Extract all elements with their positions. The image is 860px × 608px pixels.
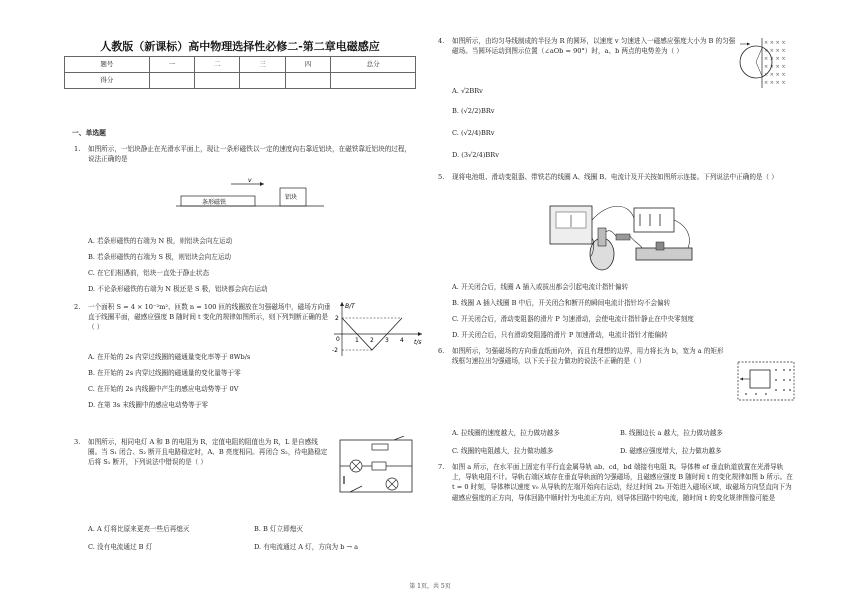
q3-option-b: B. B 灯立即熄灭: [254, 525, 303, 533]
q2-option-d: D. 在第 3s 末线圈中的感应电动势等于零: [88, 401, 208, 409]
radius-oa: [756, 48, 762, 62]
question-text: 如图所示，一铝块静止在光滑水平面上，现让一条形磁铁以一定的速度向右靠近铝块，在磁铁靠近铝块的过程，说法正确的是: [88, 145, 412, 164]
q3-option-c: C. 没有电流通过 B 灯: [88, 543, 153, 551]
score-cell: 总分: [331, 57, 416, 73]
score-table: [64, 56, 416, 89]
svg-text:× × × ×: × × × ×: [764, 80, 786, 86]
tick-label: 3: [385, 337, 389, 344]
question-7: [438, 462, 796, 503]
tick-label: 2: [335, 315, 339, 322]
q4-option-c: C. (√2/4)BRv: [452, 129, 495, 137]
wire: [606, 231, 616, 236]
question-text: 如图所示，相同电灯 A 和 B 的电阻为 R，定值电阻的阻值也为 R，L 是自感线圈。当 S₁ 闭合、S₂ 断开且电路稳定时，A、B 亮度相同。再闭合 S₂，待电路稳定后将 S₁ 断开，下列说法中错误的是（ ）: [88, 438, 328, 467]
question-text: 如图所示，由均匀导线制成的半径为 R 的圆环，以速度 v 匀速进入一磁感应强度大小为 B 的匀强磁场。当圆环运动到图示位置（∠aOb = 90°）时，a、b 两点的电势差为（ ）: [452, 37, 736, 56]
score-cell: 一: [149, 57, 194, 73]
x-axis-label: t/s: [414, 339, 422, 346]
q1-option-c: C. 在它们相遇前，铝块一直处于静止状态: [88, 269, 210, 277]
coil-a: [598, 228, 606, 246]
velocity-label: v: [248, 178, 252, 184]
q2-option-b: B. 在开始的 2s 内穿过线圈的磁通量的变化量等于零: [88, 369, 241, 377]
question-5: [438, 172, 796, 182]
q6-option-d: D. 磁感应强度增大，拉力做功越多: [620, 447, 722, 455]
score-table-score-row: [65, 73, 416, 89]
question-number: 7.: [438, 463, 445, 471]
y-axis-label: B/T: [345, 303, 355, 310]
score-cell: 二: [195, 57, 240, 73]
q1-option-b: B. 若条形磁铁的右端为 S 极，则铝块会向左运动: [88, 253, 232, 261]
velocity-arrowhead: [260, 182, 264, 186]
resistor-r: [372, 462, 386, 470]
switch-s2: [394, 436, 404, 440]
rectangular-loop-figure: [736, 360, 798, 404]
question-text: 一个面积 S = 4 × 10⁻²m²、匝数 n = 100 匝的线圈放在匀强磁场中，磁场方向垂直于线圈平面，磁感应强度 B 随时间 t 变化的规律如图所示，则下列判断正确的是（ ）: [88, 303, 331, 332]
magnetic-field-crosses: [764, 40, 786, 86]
tick-label: 1: [355, 337, 359, 344]
score-cell: [240, 73, 285, 89]
q2-option-a: A. 在开始的 2s 内穿过线圈的磁通量变化率等于 8Wb/s: [88, 353, 251, 361]
question-number: 2.: [74, 303, 81, 311]
question-4: [438, 36, 736, 56]
score-cell: [331, 73, 416, 89]
q6-option-c: C. 线圈的电阻越大，拉力做功越多: [452, 447, 554, 455]
wire: [592, 206, 634, 220]
tick-label: 4: [400, 337, 404, 344]
circuit-figure: [336, 436, 418, 496]
question-number: 6.: [438, 347, 445, 355]
q1-option-a: A. 若条形磁铁的右端为 N 极，则铝块会向左运动: [88, 237, 233, 245]
svg-text:× × × ×: × × × ×: [764, 64, 786, 70]
radius-ob: [756, 62, 762, 76]
q1-option-d: D. 不论条形磁铁的右端为 N 极还是 S 极，铝块都会向右运动: [88, 285, 268, 293]
question-3: [74, 437, 330, 468]
page-footer: 第 1页，共 5页: [409, 583, 451, 590]
q5-option-a: A. 开关闭合后，线圈 A 插入或拔出都会引起电流计指针偏转: [452, 283, 629, 291]
tick-label: -2: [332, 347, 338, 354]
score-cell: 得分: [65, 73, 150, 89]
score-cell: 四: [285, 57, 330, 73]
question-number: 3.: [74, 438, 81, 446]
y-axis-arrow: [340, 302, 344, 306]
tick-label: 0: [336, 336, 340, 343]
q4-option-b: B. (√2/2)BRv: [452, 107, 495, 115]
switch: [616, 234, 630, 240]
bt-graph-figure: [332, 300, 428, 360]
q4-option-d: D. (3√2/4)BRv: [452, 151, 499, 159]
svg-text:× × × ×: × × × ×: [764, 48, 786, 54]
ring-velocity-arrowhead: [747, 43, 750, 46]
wire: [630, 236, 642, 248]
ring-in-field-figure: [738, 36, 802, 90]
score-cell: 三: [240, 57, 285, 73]
q3-option-d: D. 有电流通过 A 灯，方向为 b → a: [254, 543, 359, 551]
wire: [674, 220, 689, 248]
switch-s1: [350, 486, 362, 492]
rheostat-slider: [656, 242, 664, 250]
tick-label: 2: [370, 337, 374, 344]
section-heading: 一、单选题: [72, 129, 106, 137]
inductor-l: [372, 444, 388, 450]
induction-apparatus-figure: [548, 198, 700, 278]
score-cell: [195, 73, 240, 89]
q6-option-a: A. 拉线圈的速度越大，拉力做功越多: [452, 429, 560, 437]
question-text: 现将电池组、滑动变阻器、带铁芯的线圈 A、线圈 B、电流计及开关按如图所示连接。下列说法中正确的是（ ）: [452, 173, 778, 181]
svg-text:× × × ×: × × × ×: [764, 40, 786, 46]
score-cell: [149, 73, 194, 89]
q2-option-c: C. 在开始的 2s 内线圈中产生的感应电动势等于 0V: [88, 385, 239, 393]
score-cell: 题号: [65, 57, 150, 73]
q6-option-b: B. 线圈边长 a 越大，拉力做功越多: [620, 429, 723, 437]
score-table-header-row: [65, 57, 416, 73]
question-text: 如图所示，匀强磁场的方向垂直纸面向外，而且有理想的边界，用力将长为 b，宽为 a 的矩形线框匀速拉出匀强磁场，以下关于拉力做功的说法不正确的是（ ）: [452, 347, 724, 366]
x-axis-arrow: [418, 332, 422, 336]
question-text: 如图 a 所示，在水平面上固定有平行直金属导轨 ab、cd，bd 端接有电阻 R。导体棒 ef 垂直轨道放置在光滑导轨上，导轨电阻不计。导轨右端区域存在垂直导轨面的匀强磁场，且磁感应强度 B 随时间 t 的变化规律如图 b 所示。在 t = 0 时刻，导体棒以速度 v₀ 从导轨的左端开始向右运动，经过时间 2t₀ 开始进入磁场区域，取磁场方向竖直向下为磁感应强度的正方向，导体回路中顺时针为电流正方向，则导体回路中的电流，随时间 t 的变化规律图像可能是: [452, 463, 793, 502]
question-6: [438, 346, 728, 366]
magnet-block-figure: [176, 178, 326, 212]
question-2: [74, 302, 332, 333]
q3-option-a: A. A 灯将比原来更亮一些后再熄灭: [88, 525, 190, 533]
q5-option-c: C. 开关闭合后，滑动变阻器的滑片 P 匀速滑动，会使电流计指针静止在中央零刻度: [452, 315, 694, 323]
question-1: [74, 144, 414, 164]
question-number: 1.: [74, 145, 81, 153]
q5-option-b: B. 线圈 A 插入线圈 B 中后，开关闭合和断开的瞬间电流计指针均不会偏转: [452, 299, 671, 307]
score-cell: [285, 73, 330, 89]
question-number: 5.: [438, 173, 445, 181]
q4-option-a: A. √2BRv: [452, 87, 483, 95]
svg-text:× × × ×: × × × ×: [764, 56, 786, 62]
aluminum-block-label: 铝块: [285, 194, 298, 201]
page-title: 人教版（新课标）高中物理选择性必修二-第二章电磁感应: [100, 40, 380, 53]
bar-magnet-label: 条形磁铁: [202, 199, 227, 206]
q5-option-d: D. 开关闭合后，只有滑动变阻器的滑片 P 加速滑动，电流计指针才能偏转: [452, 331, 668, 339]
svg-text:× × × ×: × × × ×: [764, 72, 786, 78]
question-number: 4.: [438, 37, 445, 45]
